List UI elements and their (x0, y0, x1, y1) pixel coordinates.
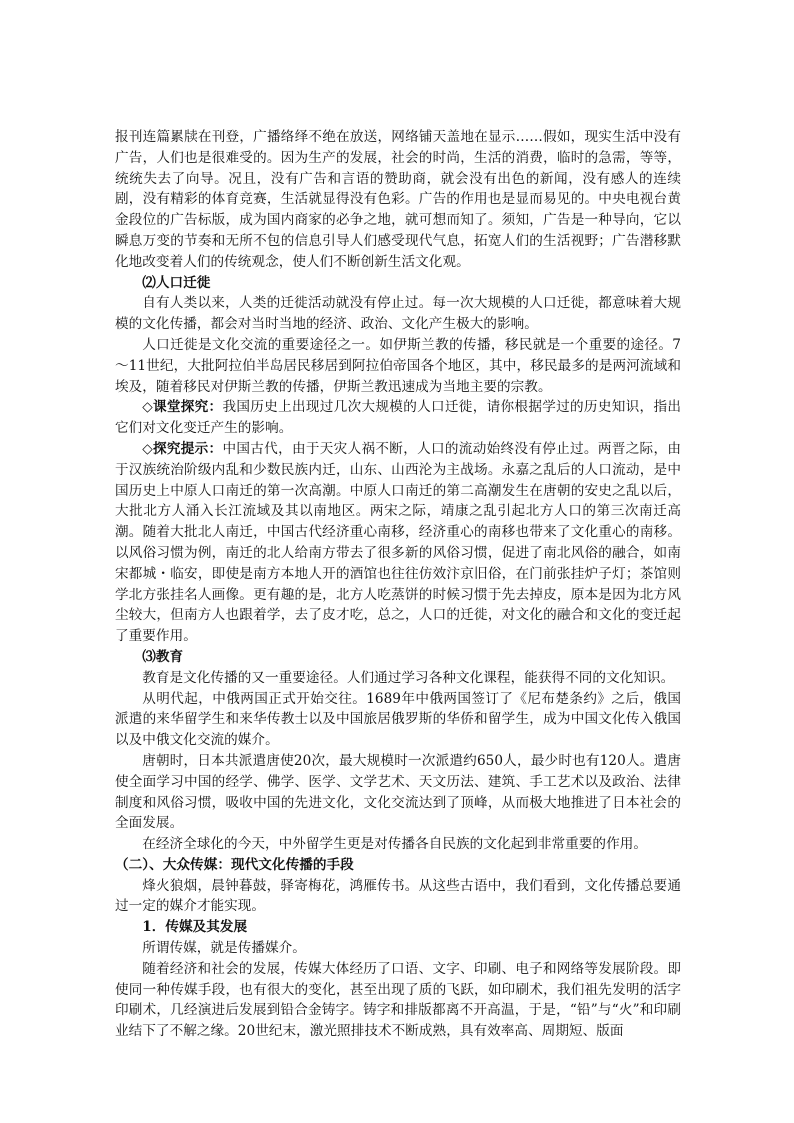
inquiry-hint-text: 中国古代，由于天灾人祸不断，人口的流动始终没有停止过。两晋之际，由于汉族统治阶级内乱和少数民族内迁，山东、山西沦为主战场。永嘉之乱后的人口流动，是中国历史上中原人口南迁的第一次高潮。中原人口南迁的第二高潮发生在唐朝的安史之乱以后，大批北方人涌入长江流域及其以南地区。两宋之际，靖康之乱引起北方人口的第三次南迁高潮。随着大批北人南迁，中国古代经济重心南移，经济重心的南移也带来了文化重心的南移。以风俗习惯为例，南迁的北人给南方带去了很多新的风俗习惯，促进了南北风俗的融合，如南宋都城・临安，即使是南方本地人开的酒馆也往往仿效汴京旧俗，在门前张挂炉子灯；茶馆则学北方张挂名人画像。更有趣的是，北方人吃蒸饼的时候习惯于先去掉皮，原本是因为北方风尘较大，但南方人也跟着学，去了皮才吃，总之，人口的迁徙，对文化的融合和文化的变迁起了重要作用。 (115, 440, 681, 645)
paragraph-inquiry-hint (115, 439, 681, 647)
paragraph-tang-japan: 唐朝时，日本共派遣唐使20次，最大规模时一次派遣约650人，最少时也有120人。遣唐使全面学习中国的经学、佛学、医学、文学艺术、天文历法、建筑、手工艺术以及政治、法律制度和风俗习惯，吸收中国的先进文化，文化交流达到了顶峰，从而极大地推进了日本社会的全面发展。 (115, 752, 681, 832)
paragraph-globalization: 在经济全球化的今天，中外留学生更是对传播各自民族的文化起到非常重要的作用。 (142, 836, 648, 853)
paragraph-migration-intro: 自有人类以来，人类的迁徙活动就没有停止过。每一次大规模的人口迁徙，都意味着大规模的文化传播，都会对当时当地的经济、政治、文化产生极大的影响。 (115, 295, 681, 333)
paragraph-sino-russian: 从明代起，中俄两国正式开始交往。1689年中俄两国签订了《尼布楚条约》之后，俄国派遣的来华留学生和来华传教士以及中国旅居俄罗斯的华侨和留学生，成为中国文化传入俄国以及中俄文化交流的媒介。 (115, 690, 681, 749)
classroom-inquiry-text: 我国历史上出现过几次大规模的人口迁徙，请你根据学过的历史知识，指出它们对文化变迁产生的影响。 (115, 399, 681, 437)
inquiry-hint-label: ◇探究提示： (142, 440, 223, 457)
paragraph-media-definition: 所谓传媒，就是传播媒介。 (142, 940, 306, 957)
heading-mass-media: （二）、大众传媒：现代文化传播的手段 (115, 856, 354, 873)
heading-media-development: 1．传媒及其发展 (142, 919, 248, 936)
paragraph-migration-islam: 人口迁徙是文化交流的重要途径之一。如伊斯兰教的传播，移民就是一个重要的途径。7～11世纪，大批阿拉伯半岛居民移居到阿拉伯帝国各个地区，其中，移民最多的是两河流域和埃及，随着移民对伊斯兰教的传播，伊斯兰教迅速成为当地主要的宗教。 (115, 336, 681, 395)
classroom-inquiry-label: ◇课堂探究： (142, 399, 223, 416)
paragraph-advertising-continued: 报刊连篇累牍在刊登，广播络绎不绝在放送，网络铺天盖地在显示……假如，现实生活中没有广告，人们也是很难受的。因为生产的发展，社会的时尚，生活的消费，临时的急需，等等，统统失去了向导。况且，没有广告和言语的赞助商，就会没有出色的新闻，没有感人的连续剧，没有精彩的体育竞赛，生活就显得没有色彩。广告的作用也是显而易见的。中央电视台黄金段位的广告标版，成为国内商家的必争之地，就可想而知了。须知，广告是一种导向，它以瞬息万变的节奏和无所不包的信息引导人们感受现代气息，拓宽人们的生活视野；广告潜移默化地改变着人们的传统观念，使人们不断创新生活文化观。 (115, 129, 681, 270)
paragraph-education-intro: 教育是文化传播的又一重要途径。人们通过学习各种文化课程，能获得不同的文化知识。 (142, 669, 675, 686)
paragraph-media-stages: 随着经济和社会的发展，传媒大体经历了口语、文字、印刷、电子和网络等发展阶段。即使同一种传媒手段，也有很大的变化，甚至出现了质的飞跃，如印刷术，我们祖先发明的活字印刷术，几经演进后发展到铅合金铸字。铸字和排版都离不开高温，于是，“铅”与“火”和印刷业结下了不解之缘。20世纪末，激光照排技术不断成熟，具有效率高、周期短、版面 (115, 960, 681, 1040)
paragraph-ancient-idioms: 烽火狼烟，晨钟暮鼓，驿寄梅花，鸿雁传书。从这些古语中，我们看到，文化传播总要通过一定的媒介才能实现。 (115, 877, 681, 915)
document-body (115, 127, 681, 1042)
paragraph-classroom-inquiry (115, 397, 681, 439)
heading-population-migration: ⑵人口迁徙 (142, 274, 211, 291)
heading-education: ⑶教育 (142, 648, 184, 665)
